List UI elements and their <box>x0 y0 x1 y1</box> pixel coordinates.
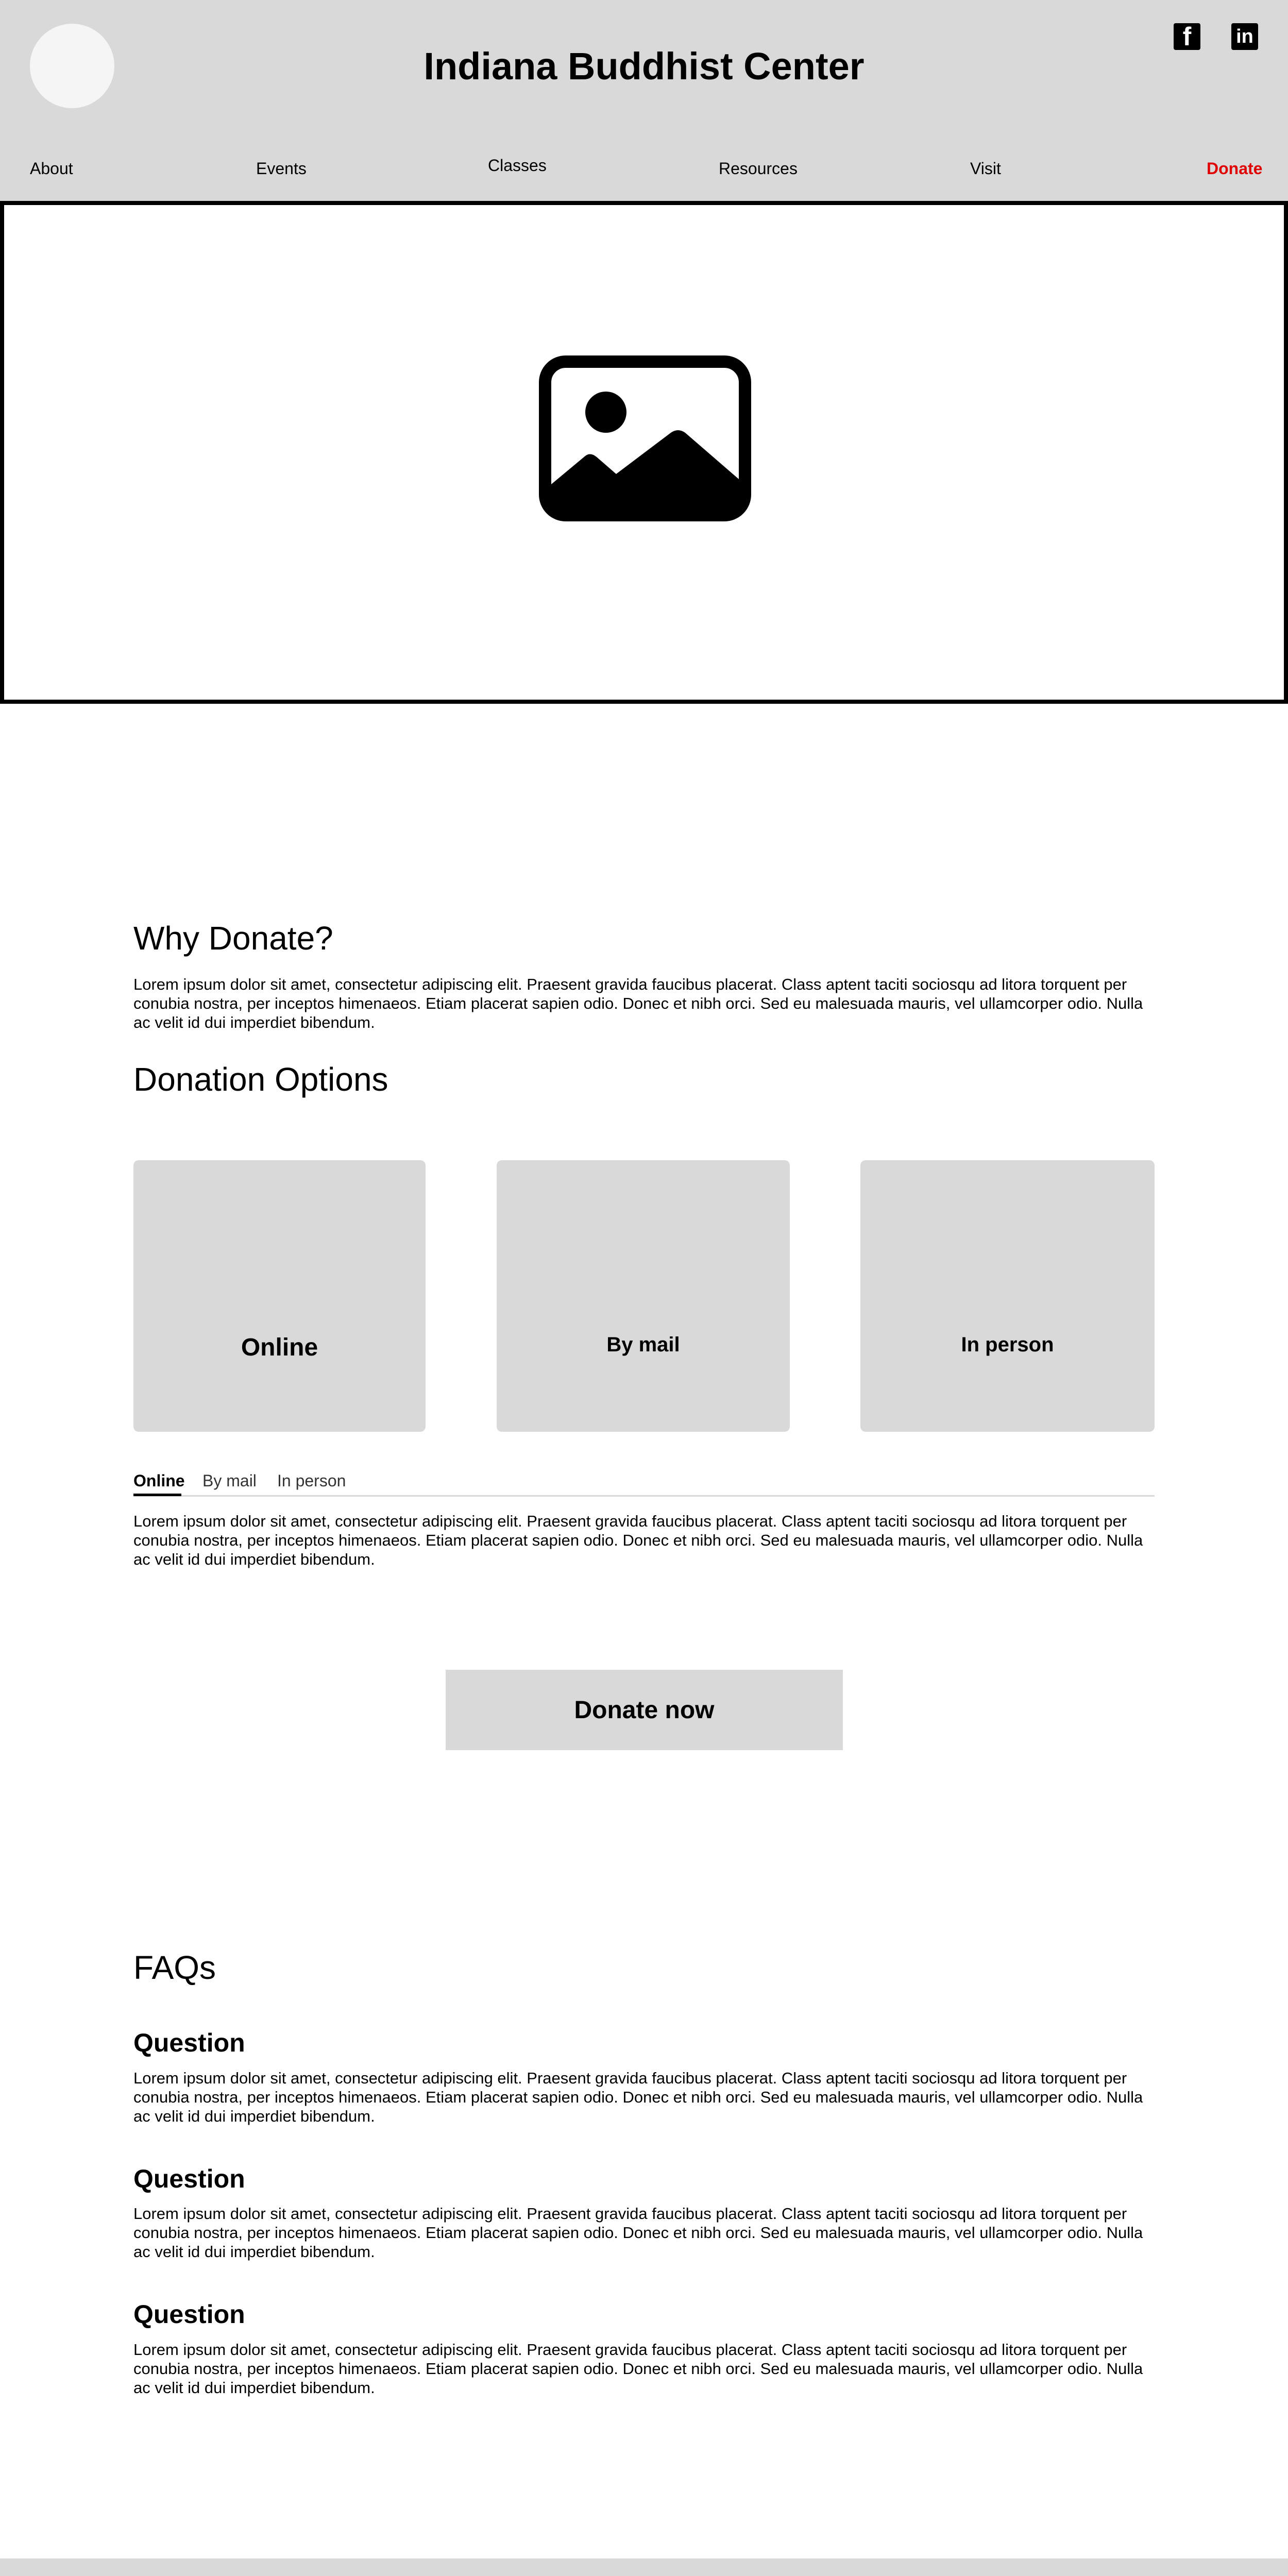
option-card-label: By mail <box>606 1333 680 1356</box>
tab-by-mail[interactable]: By mail <box>202 1471 257 1490</box>
faq-answer: Lorem ipsum dolor sit amet, consectetur adipiscing elit. Praesent gravida faucibus placerat. Class aptent taciti sociosqu ad litora torquent per conubia nostra, per inceptos himenaeos. Etiam placerat sapien odio. Donec et nibh orci. Sed eu malesuada mauris, vel ullamcorper odio. Nulla ac velit id dui imperdiet bibendum. <box>133 2341 1143 2397</box>
tab-panel-body: Lorem ipsum dolor sit amet, consectetur adipiscing elit. Praesent gravida faucibus placerat. Class aptent taciti sociosqu ad litora torquent per conubia nostra, per inceptos himenaeos. Etiam placerat sapien odio. Donec et nibh orci. Sed eu malesuada mauris, vel ullamcorper odio. Nulla ac velit id dui imperdiet bibendum. <box>133 1512 1143 1568</box>
option-card-label: Online <box>241 1334 318 1361</box>
faq-question: Question <box>133 2028 245 2057</box>
tab-online[interactable]: Online <box>133 1471 185 1490</box>
active-tab-indicator <box>133 1494 181 1496</box>
hero-image <box>0 201 1288 704</box>
option-card-online[interactable] <box>133 1160 426 1432</box>
tab-in-person[interactable]: In person <box>277 1471 346 1490</box>
nav-item-about[interactable]: About <box>30 159 73 178</box>
faq-question: Question <box>133 2300 245 2329</box>
faq-question: Question <box>133 2164 245 2193</box>
option-card-label: In person <box>961 1333 1054 1356</box>
site-footer <box>0 2558 1288 2576</box>
option-card-by-mail[interactable] <box>497 1160 790 1432</box>
facebook-icon[interactable]: f <box>1174 23 1200 50</box>
nav-item-classes[interactable]: Classes <box>488 156 547 175</box>
site-header <box>0 0 1288 201</box>
nav-item-donate[interactable]: Donate <box>1207 159 1263 178</box>
tabs-divider <box>133 1495 1155 1497</box>
linkedin-icon[interactable]: in <box>1231 23 1258 50</box>
site-title: Indiana Buddhist Center <box>423 45 865 88</box>
faqs-heading: FAQs <box>133 1949 216 1986</box>
faq-answer: Lorem ipsum dolor sit amet, consectetur adipiscing elit. Praesent gravida faucibus placerat. Class aptent taciti sociosqu ad litora torquent per conubia nostra, per inceptos himenaeos. Etiam placerat sapien odio. Donec et nibh orci. Sed eu malesuada mauris, vel ullamcorper odio. Nulla ac velit id dui imperdiet bibendum. <box>133 2205 1143 2261</box>
image-placeholder-icon <box>539 355 751 521</box>
option-card-in-person[interactable] <box>860 1160 1155 1432</box>
nav-item-events[interactable]: Events <box>256 159 307 178</box>
faq-answer: Lorem ipsum dolor sit amet, consectetur adipiscing elit. Praesent gravida faucibus placerat. Class aptent taciti sociosqu ad litora torquent per conubia nostra, per inceptos himenaeos. Etiam placerat sapien odio. Donec et nibh orci. Sed eu malesuada mauris, vel ullamcorper odio. Nulla ac velit id dui imperdiet bibendum. <box>133 2069 1143 2125</box>
why-donate-body: Lorem ipsum dolor sit amet, consectetur adipiscing elit. Praesent gravida faucibus placerat. Class aptent taciti sociosqu ad litora torquent per conubia nostra, per inceptos himenaeos. Etiam placerat sapien odio. Donec et nibh orci. Sed eu malesuada mauris, vel ullamcorper odio. Nulla ac velit id dui imperdiet bibendum. <box>133 975 1143 1031</box>
donation-options-heading: Donation Options <box>133 1061 388 1098</box>
donate-now-button[interactable]: Donate now <box>446 1670 843 1750</box>
nav-item-visit[interactable]: Visit <box>970 159 1001 178</box>
nav-item-resources[interactable]: Resources <box>719 159 798 178</box>
why-donate-heading: Why Donate? <box>133 920 333 957</box>
